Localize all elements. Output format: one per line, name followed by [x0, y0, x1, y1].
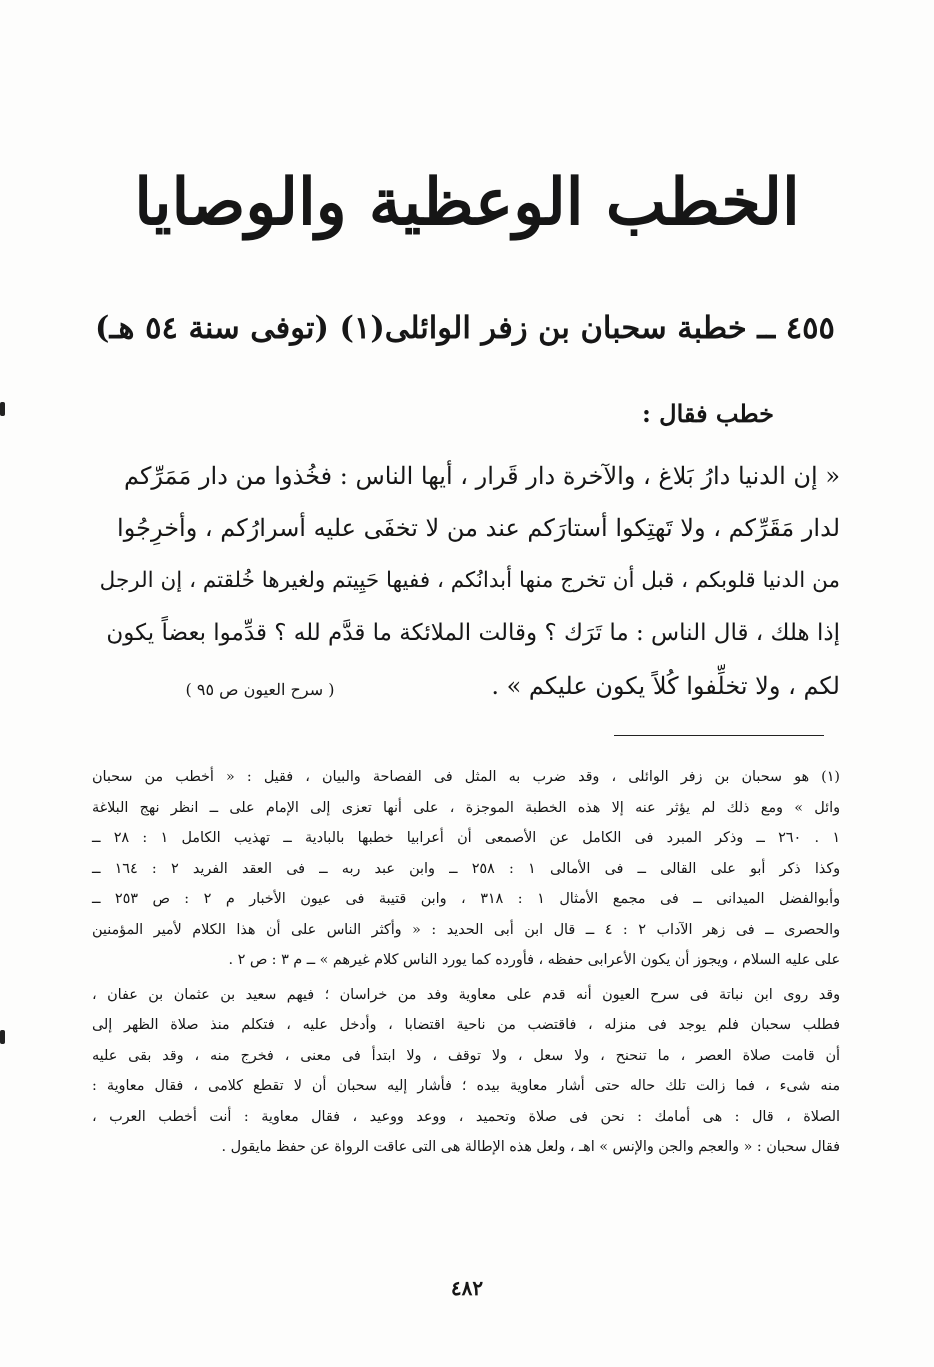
commentary-line: وقد روى ابن نباتة فى سرح العيون أنه قدم على معاوية وفد من خراسان ؛ فيهم سعيد بن عثمان بن عفان ، — [92, 986, 840, 1003]
speech-intro: خطب فقال : — [641, 399, 774, 428]
source-citation: ( سرح العيون ص ٩٥ ) — [185, 680, 335, 699]
speech-line: إذا هلك ، قال الناس : ما تَرَك ؟ وقالت الملائكة ما قدَّم لله ؟ قدِّموا بعضاً يكون — [106, 620, 840, 647]
chapter-title: الخطب الوعظية والوصايا — [134, 165, 800, 240]
commentary-line: فطلب سحبان فلم يوجد فى منزله ، فاقتضب من ناحية اقتضابا ، وأدخل عليه ، فتكلم منذ صلاة الظهر إلى — [92, 1017, 840, 1033]
commentary-line: الصلاة ، قال : هى أمامك : نحن فى صلاة وتحميد ، ووعد ووعيد ، فقال معاوية : أنت أخطب العرب ، — [92, 1108, 840, 1125]
footnotes — [92, 762, 840, 1163]
commentary-line: فقال سحبان : « والعجم والجن والإنس » اهـ ، ولعل هذه الإطالة هى التى عاقت الرواة عن حفظ مايقول . — [221, 1139, 840, 1155]
scan-edge-mark — [0, 402, 5, 416]
section-heading: ٤٥٥ ــ خطبة سحبان بن زفر الوائلى(١) (توفى سنة ٥٤ هـ) — [95, 310, 835, 346]
footnote-line: وائل » ومع ذلك لم يؤثر عنه إلا هذه الخطبة الموجزة ، على أنها تعزى إلى الإمام على ــ انظر نهج البلاغة — [92, 799, 840, 816]
commentary-line: أن قامت صلاة العصر ، ما تنحنح ، ولا سعل ، ولا توقف ، ولا ابتدأ فى معنى ، فخرج منه ، وقد بقى عليه — [92, 1047, 840, 1064]
footnote-line: على عليه السلام ، ويجوز أن يكون الأعرابى حفظه ، فأورده كما يورد الناس كلام غيرهم » ــ م ٣ : ص ٢ . — [228, 952, 840, 968]
scan-edge-mark — [0, 1030, 5, 1044]
speech-line: لكم ، ولا تخلِّفوا كُلاً يكون عليكم » . — [491, 671, 840, 700]
footnote-line: وكذا ذكر أبو على القالى ــ فى الأمالى ١ : ٢٥٨ ــ وابن عبد ربه ــ فى العقد الفريد ٢ : ١٦٤ ــ — [92, 860, 841, 877]
speech-line: « إن الدنيا دارُ بَلاغ ، والآخرة دار قَرار ، أيها الناس : فخُذوا من دار مَمَرِّكم — [123, 462, 840, 490]
footnote-divider — [614, 735, 824, 736]
commentary-line: منه شىء ، فما زالت تلك حاله حتى أشار معاوية بيده ؛ فأشار إليه سحبان أن لا تقطع كلامى ، فقال معاوية : — [92, 1078, 840, 1094]
footnote-line: (١) هو سحبان بن زفر الوائلى ، وقد ضرب به المثل فى الفصاحة والبيان ، فقيل : « أخطب من سحبان — [92, 769, 840, 785]
speech-line: لدار مَقَرِّكم ، ولا تَهتِكوا أستارَكم عند من لا تخفَى عليه أسرارُكم ، وأخرِجُوا — [117, 514, 840, 543]
speech-text — [100, 450, 840, 712]
page-number: ٤٨٢ — [450, 1276, 484, 1300]
footnote-line: ١ . ٢٦٠ ــ وذكر المبرد فى الكامل عن الأصمعى أن أعرابيا خطبها بالبادية ــ تهذيب الكامل ١ : ٢٨ ــ — [92, 830, 841, 846]
footnote-line: وأبوالفضل الميدانى ــ فى مجمع الأمثال ١ : ٣١٨ ، وابن قتيبة فى عيون الأخبار م ٢ : ص ٢٥٣ ــ — [92, 891, 841, 907]
speech-line: من الدنيا قلوبكم ، قبل أن تخرج منها أبدانُكم ، ففيها حَيِيتم ولغيرها خُلقتم ، إن الرجل — [99, 567, 840, 593]
footnote-line: والحصرى ــ فى زهر الآداب ٢ : ٤ ــ قال ابن أبى الحديد : « وأكثر الناس على أن هذا الكلام لأمير المؤمنين — [92, 921, 841, 938]
